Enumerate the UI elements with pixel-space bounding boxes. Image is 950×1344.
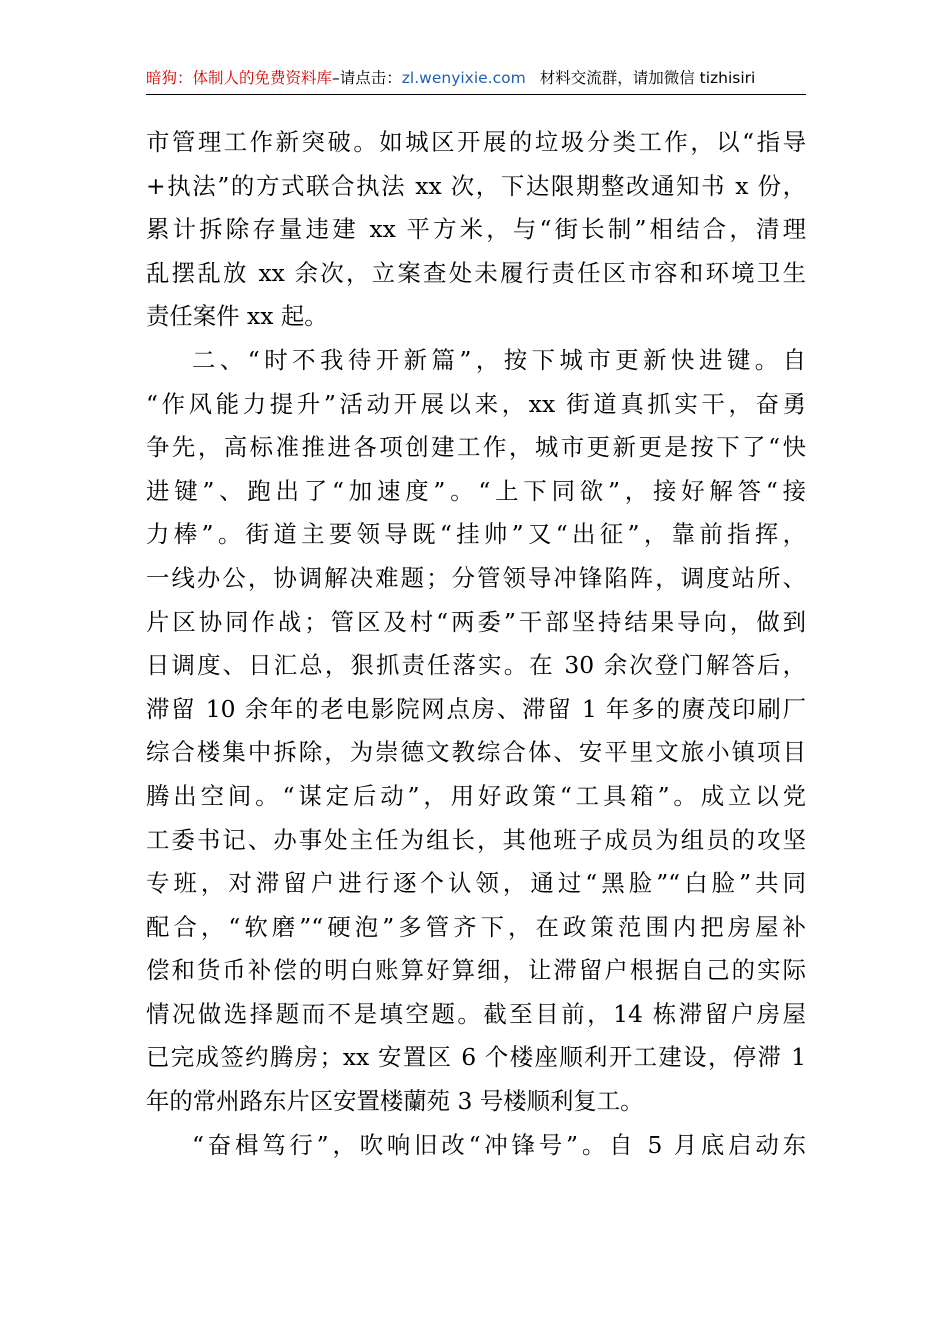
text-line: 一线办公，协调解决难题；分管领导冲锋陷阵，调度站所、	[146, 563, 806, 592]
header-url-link[interactable]: zl.wenyixie.com	[401, 69, 526, 87]
text-line: 已完成签约腾房；xx 安置区 6 个楼座顺利开工建设，停滞 1	[146, 1043, 806, 1072]
header-group-info: 材料交流群，请加微信 tizhisiri	[539, 69, 756, 87]
text-line: 进键”、跑出了“加速度”。“上下同欲”，接好解答“接	[146, 476, 806, 505]
text-line: 乱摆乱放 xx 余次，立案查处未履行责任区市容和环境卫生	[146, 258, 806, 287]
header-site-name: 暗狗：体制人的免费资料库	[146, 69, 333, 87]
text-line: 配合，“软磨”“硬泡”多管齐下，在政策范围内把房屋补	[146, 912, 806, 941]
text-line: 市管理工作新突破。如城区开展的垃圾分类工作，以“指导	[146, 128, 806, 156]
text-line: 日调度、日汇总，狠抓责任落实。在 30 余次登门解答后，	[146, 651, 806, 680]
text-line: 累计拆除存量违建 xx 平方米，与“街长制”相结合，清理	[146, 215, 806, 244]
text-line: 滞留 10 余年的老电影院网点房、滞留 1 年多的赓茂印刷厂	[146, 694, 806, 723]
text-line: 责任案件 xx 起。	[146, 302, 328, 331]
text-line: 腾出空间。“谋定后动”，用好政策“工具箱”。成立以党	[146, 781, 806, 810]
text-line: 综合楼集中拆除，为崇德文教综合体、安平里文旅小镇项目	[146, 738, 806, 767]
text-line: “奋楫笃行”，吹响旧改“冲锋号”。自 5 月底启动东	[192, 1130, 806, 1159]
text-line: 片区协同作战；管区及村“两委”干部坚持结果导向，做到	[146, 607, 806, 636]
text-line: 工委书记、办事处主任为组长，其他班子成员为组员的攻坚	[146, 825, 806, 854]
document-body	[146, 121, 806, 1167]
text-line: 情况做选择题而不是填空题。截至目前，14 栋滞留户房屋	[146, 999, 806, 1028]
text-line: 专班，对滞留户进行逐个认领，通过“黑脸”“白脸”共同	[146, 869, 806, 898]
header-click-prompt: –请点击：	[332, 69, 402, 87]
text-line: 力棒”。街道主要领导既“挂帅”又“出征”，靠前指挥，	[146, 520, 806, 549]
page-header	[146, 62, 806, 95]
text-line: 年的常州路东片区安置楼蘭苑 3 号楼顺利复工。	[146, 1087, 644, 1116]
text-line: 争先，高标准推进各项创建工作，城市更新更是按下了“快	[146, 433, 806, 462]
text-line: 偿和货币补偿的明白账算好算细，让滞留户根据自己的实际	[146, 956, 806, 985]
text-line: “作风能力提升”活动开展以来，xx 街道真抓实干，奋勇	[146, 389, 806, 418]
section-heading-line: 二、“时不我待开新篇”，按下城市更新快进键。自	[192, 345, 806, 374]
text-line: +执法”的方式联合执法 xx 次，下达限期整改通知书 x 份，	[146, 171, 806, 200]
